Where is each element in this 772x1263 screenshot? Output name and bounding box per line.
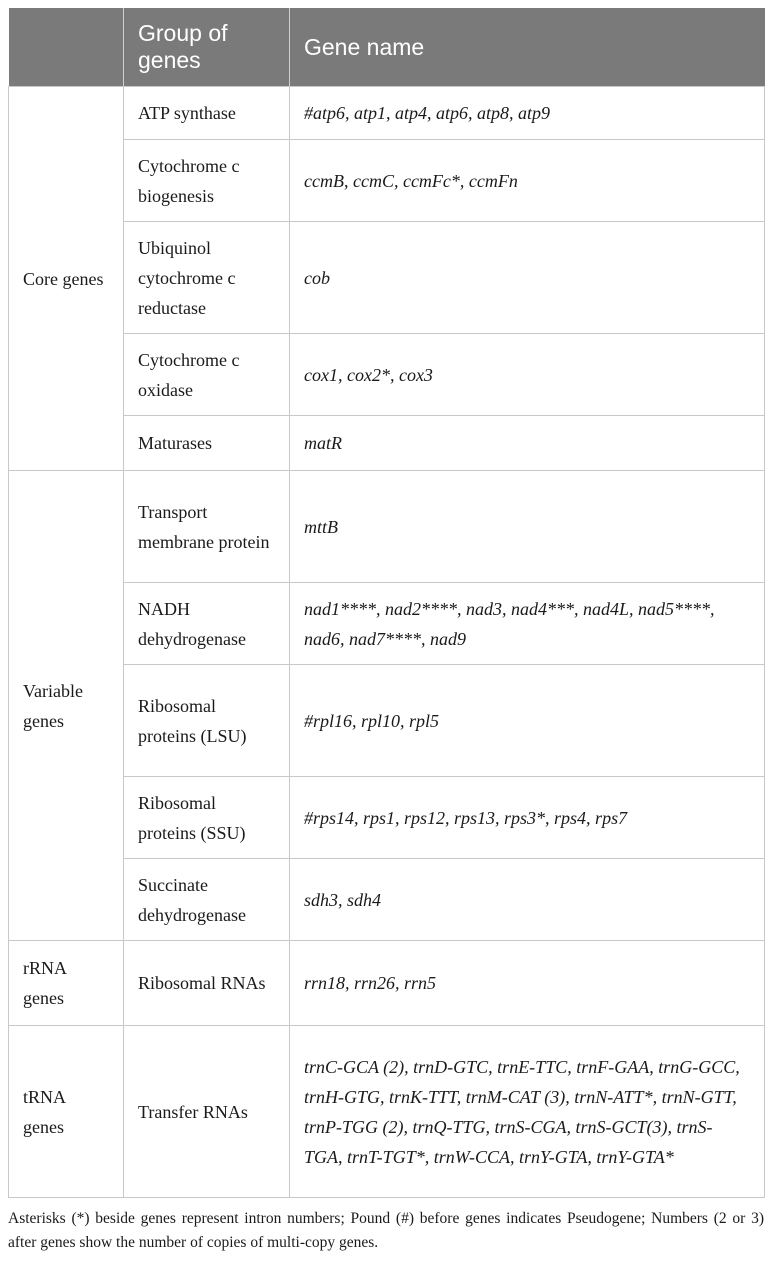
group-cell: Cytochrome c oxidase (124, 334, 290, 416)
group-cell: Cytochrome c biogenesis (124, 140, 290, 222)
section-core-genes (9, 87, 765, 471)
group-cell: Transport membrane protein (124, 471, 290, 583)
group-cell: Ribosomal proteins (LSU) (124, 665, 290, 777)
group-cell: NADH dehydrogenase (124, 583, 290, 665)
group-cell: Maturases (124, 416, 290, 471)
gene-names-cell: nad1****, nad2****, nad3, nad4***, nad4L, nad5****, nad6, nad7****, nad9 (290, 583, 765, 665)
gene-names-cell: #rpl16, rpl10, rpl5 (290, 665, 765, 777)
gene-table (8, 8, 765, 1198)
gene-names-cell: ccmB, ccmC, ccmFc*, ccmFn (290, 140, 765, 222)
header-row (9, 8, 765, 87)
gene-names-cell: cob (290, 222, 765, 334)
gene-table-container (8, 8, 764, 1198)
table-footnote: Asterisks (*) beside genes represent intron numbers; Pound (#) before genes indicates Pseudogene; Numbers (2 or 3) after genes show the number of copies of multi-copy genes. (8, 1210, 764, 1251)
table-row (9, 87, 765, 140)
section-label: rRNA genes (9, 941, 124, 1026)
section-label: Variable genes (9, 471, 124, 941)
group-cell: Transfer RNAs (124, 1026, 290, 1198)
table-row (9, 471, 765, 583)
section-label: tRNA genes (9, 1026, 124, 1198)
gene-names-cell: rrn18, rrn26, rrn5 (290, 941, 765, 1026)
section-label: Core genes (9, 87, 124, 471)
gene-names-cell: #atp6, atp1, atp4, atp6, atp8, atp9 (290, 87, 765, 140)
gene-names-cell: #rps14, rps1, rps12, rps13, rps3*, rps4, rps7 (290, 777, 765, 859)
table-row (9, 1026, 765, 1198)
group-cell: Succinate dehydrogenase (124, 859, 290, 941)
group-cell: Ribosomal RNAs (124, 941, 290, 1026)
gene-names-cell: sdh3, sdh4 (290, 859, 765, 941)
group-cell: Ubiquinol cytochrome c reductase (124, 222, 290, 334)
section-variable-genes (9, 471, 765, 941)
header-blank (9, 8, 124, 87)
gene-names-cell: matR (290, 416, 765, 471)
header-gene-name: Gene name (290, 8, 765, 87)
table-row (9, 941, 765, 1026)
gene-names-cell: cox1, cox2*, cox3 (290, 334, 765, 416)
section-trna-genes (9, 1026, 765, 1198)
group-cell: Ribosomal proteins (SSU) (124, 777, 290, 859)
gene-names-cell: trnC-GCA (2), trnD-GTC, trnE-TTC, trnF-GAA, trnG-GCC, trnH-GTG, trnK-TTT, trnM-CAT (3), trnN-ATT*, trnN-GTT, trnP-TGG (2), trnQ-TTG, trnS-CGA, trnS-GCT(3), trnS-TGA, trnT-TGT*, trnW-CCA, trnY-GTA, trnY-GTA* (290, 1026, 765, 1198)
header-group-of-genes: Group of genes (124, 8, 290, 87)
section-rrna-genes (9, 941, 765, 1026)
group-cell: ATP synthase (124, 87, 290, 140)
gene-names-cell: mttB (290, 471, 765, 583)
